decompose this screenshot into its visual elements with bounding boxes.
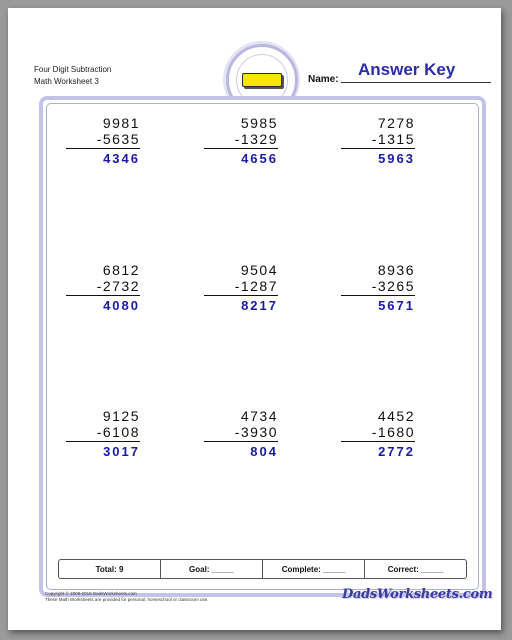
subtrahend: -2732 xyxy=(96,278,140,294)
subtrahend: -1315 xyxy=(371,131,415,147)
correct-cell: Correct: _____ xyxy=(387,564,444,574)
minuend: 9504 xyxy=(240,262,278,278)
subtrahend: -1680 xyxy=(371,424,415,440)
minuend: 4734 xyxy=(240,408,278,424)
score-footer xyxy=(58,559,467,579)
answer-rule xyxy=(204,295,278,296)
answer-rule xyxy=(66,295,140,296)
problem-4 xyxy=(66,262,140,313)
answer-rule xyxy=(66,148,140,149)
answer: 804 xyxy=(250,444,278,459)
answer: 3017 xyxy=(103,444,140,459)
problems-frame xyxy=(39,96,486,597)
answer: 4346 xyxy=(103,151,140,166)
answer-rule xyxy=(204,148,278,149)
copyright-line-1: Copyright © 2008-2019 DadsWorksheets.com xyxy=(45,591,137,596)
minuend: 8936 xyxy=(377,262,415,278)
minuend: 9981 xyxy=(102,115,140,131)
subtrahend: -6108 xyxy=(96,424,140,440)
problem-9 xyxy=(341,408,415,459)
answer: 4080 xyxy=(103,298,140,313)
goal-cell: Goal: _____ xyxy=(161,560,263,578)
copyright-line-2: These Math Worksheets are provided for personal, homeschool or classroom use. xyxy=(45,597,209,602)
answer-rule xyxy=(204,441,278,442)
subtrahend: -3930 xyxy=(234,424,278,440)
minuend: 4452 xyxy=(377,408,415,424)
answer-rule xyxy=(341,295,415,296)
problem-6 xyxy=(341,262,415,313)
problem-1 xyxy=(66,115,140,166)
answer: 4656 xyxy=(241,151,278,166)
subtrahend: -1287 xyxy=(234,278,278,294)
problem-7 xyxy=(66,408,140,459)
name-underline xyxy=(341,82,491,83)
problem-2 xyxy=(204,115,278,166)
answer-rule xyxy=(341,441,415,442)
problem-8 xyxy=(204,408,278,459)
answer-key-label: Answer Key xyxy=(358,60,456,79)
answer-rule xyxy=(66,441,140,442)
title-line-1: Four Digit Subtraction xyxy=(34,65,112,74)
complete-cell: Complete: _____ xyxy=(263,560,365,578)
name-label: Name: xyxy=(308,74,339,85)
subtrahend: -3265 xyxy=(371,278,415,294)
minuend: 6812 xyxy=(102,262,140,278)
answer-rule xyxy=(341,148,415,149)
subtrahend: -1329 xyxy=(234,131,278,147)
subtrahend: -5635 xyxy=(96,131,140,147)
copyright-notice xyxy=(45,591,209,603)
minuend: 5985 xyxy=(240,115,278,131)
answer: 2772 xyxy=(378,444,415,459)
yellow-bar-icon xyxy=(242,73,282,87)
site-logo: DadsWorksheets.com xyxy=(342,587,493,602)
title-line-2: Math Worksheet 3 xyxy=(34,77,99,86)
worksheet-title xyxy=(34,64,111,88)
problem-5 xyxy=(204,262,278,313)
minuend: 9125 xyxy=(102,408,140,424)
answer: 5963 xyxy=(378,151,415,166)
minuend: 7278 xyxy=(377,115,415,131)
answer: 8217 xyxy=(241,298,278,313)
problem-3 xyxy=(341,115,415,166)
total-cell: Total: 9 xyxy=(59,560,161,578)
answer: 5671 xyxy=(378,298,415,313)
worksheet-page xyxy=(8,8,501,630)
